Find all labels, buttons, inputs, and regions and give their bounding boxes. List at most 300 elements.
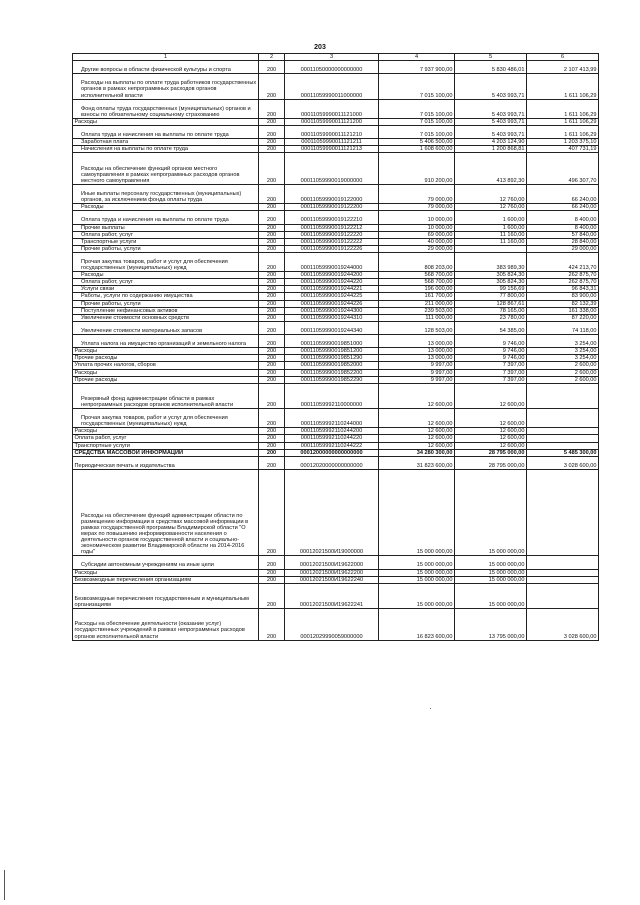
row-classification-code: 00011059990019852290: [285, 376, 379, 383]
row-classification-code: 00011059990019244200: [285, 272, 379, 279]
row-executed-amount: 15 000 000,00: [455, 556, 527, 569]
row-executed-amount: 78 165,00: [455, 307, 527, 314]
row-executed-amount: 12 760,00: [455, 184, 527, 203]
row-name: Оплата труда и начисления на выплаты по оплате труда: [73, 126, 259, 139]
table-row: [73, 224, 599, 231]
row-classification-code: 00011059990011121200: [285, 118, 379, 125]
row-unexecuted-amount: 83 900,00: [527, 293, 599, 300]
column-header-5: 5: [455, 54, 527, 61]
row-unexecuted-amount: 161 338,00: [527, 307, 599, 314]
row-line-code: 200: [259, 204, 285, 211]
row-line-code: 200: [259, 355, 285, 362]
row-unexecuted-amount: [527, 383, 599, 408]
row-classification-code: 00011059990019244340: [285, 321, 379, 334]
row-unexecuted-amount: 2 600,00: [527, 369, 599, 376]
row-name: Прочая закупка товаров, работ и услуг для обеспечения государственных (муниципальных) нужд: [73, 409, 259, 428]
row-line-code: 200: [259, 272, 285, 279]
row-classification-code: 00011059990019122220: [285, 231, 379, 238]
row-unexecuted-amount: 2 600,00: [527, 376, 599, 383]
row-classification-code: 00011059990019244225: [285, 293, 379, 300]
row-name: Другие вопросы в области физической культуры и спорта: [73, 61, 259, 74]
row-unexecuted-amount: 28 840,00: [527, 238, 599, 245]
row-name: Периодическая печать и издательства: [73, 456, 259, 469]
row-name: Начисления на выплаты по оплате труда: [73, 146, 259, 153]
row-line-code: 200: [259, 245, 285, 252]
row-unexecuted-amount: [527, 556, 599, 569]
row-line-code: 200: [259, 376, 285, 383]
row-line-code: 200: [259, 146, 285, 153]
table-row: [73, 355, 599, 362]
row-approved-amount: 5 406 500,00: [379, 139, 455, 146]
row-approved-amount: 10 000,00: [379, 211, 455, 224]
row-approved-amount: 12 600,00: [379, 428, 455, 435]
row-line-code: 200: [259, 348, 285, 355]
row-approved-amount: 211 000,00: [379, 300, 455, 307]
row-name: Расходы: [73, 428, 259, 435]
row-classification-code: 00011059990019852200: [285, 369, 379, 376]
table-row: [73, 442, 599, 449]
row-approved-amount: 10 000,00: [379, 224, 455, 231]
row-executed-amount: 7 397,00: [455, 362, 527, 369]
row-line-code: 200: [259, 442, 285, 449]
row-name: Увеличение стоимости материальных запасов: [73, 321, 259, 334]
row-unexecuted-amount: 1 611 106,29: [527, 126, 599, 139]
row-unexecuted-amount: 424 213,70: [527, 252, 599, 271]
row-name: Безвозмездные перечисления организациям: [73, 576, 259, 583]
row-line-code: 200: [259, 300, 285, 307]
row-classification-code: 00011059990019244221: [285, 286, 379, 293]
row-approved-amount: 29 000,00: [379, 245, 455, 252]
row-classification-code: 00012000000000000000: [285, 449, 379, 456]
row-unexecuted-amount: 3 028 600,00: [527, 456, 599, 469]
row-unexecuted-amount: 82 132,39: [527, 300, 599, 307]
row-name: Расходы на обеспечение функций органов местного самоуправления в рамках непрограммных расходов органов местного самоуправления: [73, 153, 259, 185]
column-header-1: 1: [73, 54, 259, 61]
row-line-code: 200: [259, 609, 285, 641]
table-row: [73, 118, 599, 125]
budget-table: [72, 53, 599, 641]
row-approved-amount: 128 503,00: [379, 321, 455, 334]
table-row: [73, 556, 599, 569]
row-unexecuted-amount: [527, 583, 599, 608]
row-name: Уплата налога на имущество организаций и земельного налога: [73, 335, 259, 348]
row-unexecuted-amount: 5 485 300,00: [527, 449, 599, 456]
row-classification-code: 00011059990019851290: [285, 355, 379, 362]
row-classification-code: 00011059990019244226: [285, 300, 379, 307]
row-classification-code: 00011059990019244220: [285, 279, 379, 286]
row-executed-amount: 7 397,00: [455, 369, 527, 376]
row-approved-amount: 12 600,00: [379, 383, 455, 408]
row-approved-amount: 15 000 000,00: [379, 569, 455, 576]
row-approved-amount: 13 000,00: [379, 335, 455, 348]
row-name: Транспортные услуги: [73, 238, 259, 245]
row-approved-amount: 69 000,00: [379, 231, 455, 238]
table-row: [73, 126, 599, 139]
row-classification-code: 00011059992110244200: [285, 428, 379, 435]
row-executed-amount: 12 600,00: [455, 409, 527, 428]
row-unexecuted-amount: 96 843,31: [527, 286, 599, 293]
row-unexecuted-amount: 87 220,00: [527, 314, 599, 321]
row-unexecuted-amount: [527, 576, 599, 583]
row-line-code: 200: [259, 556, 285, 569]
row-classification-code: 00011059990011121000: [285, 99, 379, 118]
table-row: [73, 376, 599, 383]
row-classification-code: 00011059992110244222: [285, 442, 379, 449]
table-row: [73, 428, 599, 435]
row-line-code: 200: [259, 224, 285, 231]
row-name: Прочая закупка товаров, работ и услуг для обеспечения государственных (муниципальных) нужд: [73, 252, 259, 271]
row-classification-code: 00012020000000000000: [285, 456, 379, 469]
row-name: Расходы: [73, 118, 259, 125]
row-name: Прочие работы, услуги: [73, 300, 259, 307]
table-body: [73, 61, 599, 641]
row-unexecuted-amount: [527, 409, 599, 428]
row-line-code: 200: [259, 293, 285, 300]
row-unexecuted-amount: 2 107 413,99: [527, 61, 599, 74]
row-name: Расходы на обеспечение функций администрации области по размещению информации в средствах массовой информации в рамках государственной программы Владимирской области "О мерах по повышению информированности населения о деятельности органов государственной власти и социально-экономическом развитии Владимирской области на 2014-2016 годы": [73, 469, 259, 555]
scan-speck: [430, 708, 431, 709]
row-classification-code: 00011059990019851200: [285, 348, 379, 355]
row-unexecuted-amount: 2 600,00: [527, 362, 599, 369]
table-row: [73, 245, 599, 252]
row-executed-amount: 99 156,69: [455, 286, 527, 293]
row-name: Расходы: [73, 272, 259, 279]
row-name: Уплата прочих налогов, сборов: [73, 362, 259, 369]
row-classification-code: 00011059990019244300: [285, 307, 379, 314]
row-approved-amount: 31 823 600,00: [379, 456, 455, 469]
row-classification-code: 00012029990059000000: [285, 609, 379, 641]
row-classification-code: 00011059990019244000: [285, 252, 379, 271]
row-name: Прочие расходы: [73, 355, 259, 362]
column-header-6: 6: [527, 54, 599, 61]
row-approved-amount: 161 700,00: [379, 293, 455, 300]
table-row: [73, 362, 599, 369]
row-executed-amount: 12 760,00: [455, 204, 527, 211]
table-row: [73, 335, 599, 348]
row-name: Иные выплаты персоналу государственных (муниципальных) органов, за исключением фонда оплаты труда: [73, 184, 259, 203]
row-unexecuted-amount: 1 611 106,29: [527, 74, 599, 99]
table-row: [73, 348, 599, 355]
row-approved-amount: 7 015 100,00: [379, 126, 455, 139]
table-row: [73, 146, 599, 153]
table-row: [73, 279, 599, 286]
row-line-code: 200: [259, 456, 285, 469]
row-classification-code: 00012021500И19622000: [285, 556, 379, 569]
column-header-3: 3: [285, 54, 379, 61]
row-executed-amount: 9 746,00: [455, 335, 527, 348]
row-unexecuted-amount: [527, 428, 599, 435]
row-classification-code: 00011059990011121210: [285, 126, 379, 139]
row-executed-amount: 4 203 124,90: [455, 139, 527, 146]
row-executed-amount: 305 824,30: [455, 279, 527, 286]
row-approved-amount: 12 600,00: [379, 409, 455, 428]
row-line-code: 200: [259, 211, 285, 224]
row-classification-code: 00011050000000000000: [285, 61, 379, 74]
table-row: [73, 307, 599, 314]
row-approved-amount: 196 000,00: [379, 286, 455, 293]
row-line-code: 200: [259, 252, 285, 271]
column-header-4: 4: [379, 54, 455, 61]
row-approved-amount: 34 280 300,00: [379, 449, 455, 456]
row-line-code: 200: [259, 61, 285, 74]
row-name: Безвозмездные перечисления государственным и муниципальным организациям: [73, 583, 259, 608]
row-classification-code: 00011059992110244000: [285, 409, 379, 428]
row-name: Оплата труда и начисления на выплаты по оплате труда: [73, 211, 259, 224]
row-approved-amount: 111 000,00: [379, 314, 455, 321]
row-approved-amount: 79 000,00: [379, 184, 455, 203]
row-line-code: 200: [259, 428, 285, 435]
table-row: [73, 469, 599, 555]
table-row: [73, 609, 599, 641]
row-approved-amount: 9 997,00: [379, 369, 455, 376]
table-row: [73, 238, 599, 245]
row-unexecuted-amount: 3 254,00: [527, 355, 599, 362]
row-executed-amount: 5 403 993,71: [455, 126, 527, 139]
row-unexecuted-amount: 66 240,00: [527, 204, 599, 211]
row-line-code: 200: [259, 583, 285, 608]
row-approved-amount: 568 700,00: [379, 272, 455, 279]
row-name: Оплата работ, услуг: [73, 279, 259, 286]
table-row: [73, 409, 599, 428]
table-row: [73, 293, 599, 300]
row-approved-amount: 13 000,00: [379, 348, 455, 355]
row-approved-amount: 16 823 600,00: [379, 609, 455, 641]
scan-margin-mark: [4, 870, 5, 900]
row-approved-amount: 7 015 100,00: [379, 99, 455, 118]
row-approved-amount: 7 015 100,00: [379, 74, 455, 99]
row-name: Работы, услуги по содержанию имущества: [73, 293, 259, 300]
row-executed-amount: 9 746,00: [455, 348, 527, 355]
row-executed-amount: 128 867,61: [455, 300, 527, 307]
table-row: [73, 204, 599, 211]
table-row: [73, 300, 599, 307]
row-executed-amount: 12 600,00: [455, 428, 527, 435]
row-approved-amount: 9 997,00: [379, 362, 455, 369]
row-approved-amount: 15 000 000,00: [379, 469, 455, 555]
row-executed-amount: 1 200 868,81: [455, 146, 527, 153]
row-line-code: 200: [259, 321, 285, 334]
row-approved-amount: 40 000,00: [379, 238, 455, 245]
row-approved-amount: 15 000 000,00: [379, 583, 455, 608]
table-row: [73, 321, 599, 334]
row-unexecuted-amount: [527, 435, 599, 442]
row-executed-amount: 28 795 000,00: [455, 449, 527, 456]
table-row: [73, 252, 599, 271]
row-unexecuted-amount: [527, 569, 599, 576]
row-line-code: 200: [259, 362, 285, 369]
row-name: Прочие расходы: [73, 376, 259, 383]
row-unexecuted-amount: 74 118,00: [527, 321, 599, 334]
row-approved-amount: 12 600,00: [379, 442, 455, 449]
row-executed-amount: 12 600,00: [455, 435, 527, 442]
row-executed-amount: 5 403 993,71: [455, 118, 527, 125]
table-row: [73, 383, 599, 408]
table-row: [73, 286, 599, 293]
row-name: Транспортные услуги: [73, 442, 259, 449]
table-row: [73, 61, 599, 74]
row-unexecuted-amount: 29 000,00: [527, 245, 599, 252]
row-unexecuted-amount: 8 400,00: [527, 224, 599, 231]
row-unexecuted-amount: 1 611 106,29: [527, 118, 599, 125]
row-executed-amount: 77 800,00: [455, 293, 527, 300]
row-line-code: 200: [259, 184, 285, 203]
row-approved-amount: 910 200,00: [379, 153, 455, 185]
row-executed-amount: 15 000 000,00: [455, 583, 527, 608]
row-classification-code: 00011059990019122212: [285, 224, 379, 231]
row-unexecuted-amount: [527, 469, 599, 555]
row-classification-code: 00011059990019122210: [285, 211, 379, 224]
row-executed-amount: 5 403 993,71: [455, 99, 527, 118]
row-classification-code: 00011059992110000000: [285, 383, 379, 408]
table-row: [73, 211, 599, 224]
row-approved-amount: 15 000 000,00: [379, 556, 455, 569]
row-executed-amount: 1 600,00: [455, 211, 527, 224]
row-executed-amount: 12 600,00: [455, 383, 527, 408]
row-approved-amount: 239 503,00: [379, 307, 455, 314]
row-executed-amount: 13 795 000,00: [455, 609, 527, 641]
table-row: [73, 231, 599, 238]
row-unexecuted-amount: 57 840,00: [527, 231, 599, 238]
row-line-code: 200: [259, 576, 285, 583]
table-row: [73, 272, 599, 279]
row-name: Увеличение стоимости основных средств: [73, 314, 259, 321]
table-row: [73, 99, 599, 118]
row-executed-amount: 5 830 486,01: [455, 61, 527, 74]
row-classification-code: 00012021500И19622241: [285, 583, 379, 608]
row-name: Расходы: [73, 348, 259, 355]
row-executed-amount: 383 989,30: [455, 252, 527, 271]
row-line-code: 200: [259, 286, 285, 293]
row-executed-amount: 9 746,00: [455, 355, 527, 362]
row-line-code: 200: [259, 307, 285, 314]
row-classification-code: 00011059990019000000: [285, 153, 379, 185]
row-line-code: 200: [259, 369, 285, 376]
row-name: Фонд оплаты труда государственных (муниципальных) органов и взносы по обязательному социальному страхованию: [73, 99, 259, 118]
row-executed-amount: 1 600,00: [455, 224, 527, 231]
row-name: Расходы: [73, 204, 259, 211]
row-line-code: 200: [259, 231, 285, 238]
row-approved-amount: 13 000,00: [379, 355, 455, 362]
row-classification-code: 00011059990019244310: [285, 314, 379, 321]
row-executed-amount: 5 403 993,71: [455, 74, 527, 99]
row-unexecuted-amount: 496 307,70: [527, 153, 599, 185]
row-executed-amount: 15 000 000,00: [455, 569, 527, 576]
row-executed-amount: 12 600,00: [455, 442, 527, 449]
table-row: [73, 583, 599, 608]
table-row: [73, 153, 599, 185]
row-line-code: 200: [259, 279, 285, 286]
row-line-code: 200: [259, 469, 285, 555]
table-row: [73, 314, 599, 321]
row-classification-code: 00011059990019122000: [285, 184, 379, 203]
header-row: [73, 54, 599, 61]
row-name: Расходы: [73, 369, 259, 376]
row-unexecuted-amount: [527, 442, 599, 449]
row-approved-amount: 79 000,00: [379, 204, 455, 211]
row-approved-amount: 7 937 900,00: [379, 61, 455, 74]
row-classification-code: 00011059990011121211: [285, 139, 379, 146]
row-executed-amount: 54 385,00: [455, 321, 527, 334]
column-header-2: 2: [259, 54, 285, 61]
row-line-code: 200: [259, 238, 285, 245]
table-row: [73, 569, 599, 576]
row-executed-amount: 15 000 000,00: [455, 469, 527, 555]
row-line-code: 200: [259, 383, 285, 408]
row-unexecuted-amount: 262 875,70: [527, 272, 599, 279]
row-line-code: 200: [259, 74, 285, 99]
row-executed-amount: 15 000 000,00: [455, 576, 527, 583]
row-line-code: 200: [259, 435, 285, 442]
table-row: [73, 456, 599, 469]
row-classification-code: 00011059990019852000: [285, 362, 379, 369]
row-line-code: 200: [259, 335, 285, 348]
table-row: [73, 449, 599, 456]
row-name: СРЕДСТВА МАССОВОЙ ИНФОРМАЦИИ: [73, 449, 259, 456]
row-executed-amount: [455, 245, 527, 252]
row-approved-amount: 568 700,00: [379, 279, 455, 286]
row-approved-amount: 1 608 600,00: [379, 146, 455, 153]
row-classification-code: 00011059990019122200: [285, 204, 379, 211]
table-row: [73, 435, 599, 442]
table-row: [73, 139, 599, 146]
table-row: [73, 184, 599, 203]
row-name: Субсидии автономным учреждениям на иные цели: [73, 556, 259, 569]
row-executed-amount: 28 795 000,00: [455, 456, 527, 469]
row-executed-amount: 7 397,00: [455, 376, 527, 383]
row-line-code: 200: [259, 126, 285, 139]
table-row: [73, 576, 599, 583]
row-name: Прочие выплаты: [73, 224, 259, 231]
row-name: Прочие работы, услуги: [73, 245, 259, 252]
row-unexecuted-amount: 66 240,00: [527, 184, 599, 203]
row-unexecuted-amount: 8 400,00: [527, 211, 599, 224]
row-classification-code: 00011059990019851000: [285, 335, 379, 348]
row-classification-code: 00012021500И19622200: [285, 569, 379, 576]
row-unexecuted-amount: 1 611 106,29: [527, 99, 599, 118]
row-unexecuted-amount: 3 254,00: [527, 335, 599, 348]
row-name: Расходы на обеспечение деятельности (оказание услуг) государственных учреждений в рамках непрограммных расходов органов исполнительной власти: [73, 609, 259, 641]
table-row: [73, 369, 599, 376]
row-approved-amount: 12 600,00: [379, 435, 455, 442]
row-classification-code: 00011059990019122226: [285, 245, 379, 252]
row-executed-amount: 305 824,30: [455, 272, 527, 279]
row-classification-code: 00011059990011121213: [285, 146, 379, 153]
row-line-code: 200: [259, 153, 285, 185]
row-line-code: 200: [259, 139, 285, 146]
row-classification-code: 00012021500И19622240: [285, 576, 379, 583]
table-row: [73, 74, 599, 99]
row-executed-amount: 11 160,00: [455, 231, 527, 238]
row-unexecuted-amount: 407 731,19: [527, 146, 599, 153]
row-line-code: 200: [259, 118, 285, 125]
row-unexecuted-amount: 262 875,70: [527, 279, 599, 286]
row-executed-amount: 23 780,00: [455, 314, 527, 321]
row-name: Услуги связи: [73, 286, 259, 293]
row-name: Оплата работ, услуг: [73, 435, 259, 442]
row-name: Резервный фонд администрации области в рамках непрограммных расходов органов исполнительной власти: [73, 383, 259, 408]
row-name: Поступление нефинансовых активов: [73, 307, 259, 314]
row-line-code: 200: [259, 409, 285, 428]
row-line-code: 200: [259, 314, 285, 321]
row-name: Расходы: [73, 569, 259, 576]
row-line-code: 200: [259, 449, 285, 456]
row-classification-code: 00012021500И19000000: [285, 469, 379, 555]
row-line-code: 200: [259, 569, 285, 576]
row-approved-amount: 9 997,00: [379, 376, 455, 383]
row-executed-amount: 11 160,00: [455, 238, 527, 245]
row-unexecuted-amount: 1 203 375,10: [527, 139, 599, 146]
row-classification-code: 00011059990011000000: [285, 74, 379, 99]
